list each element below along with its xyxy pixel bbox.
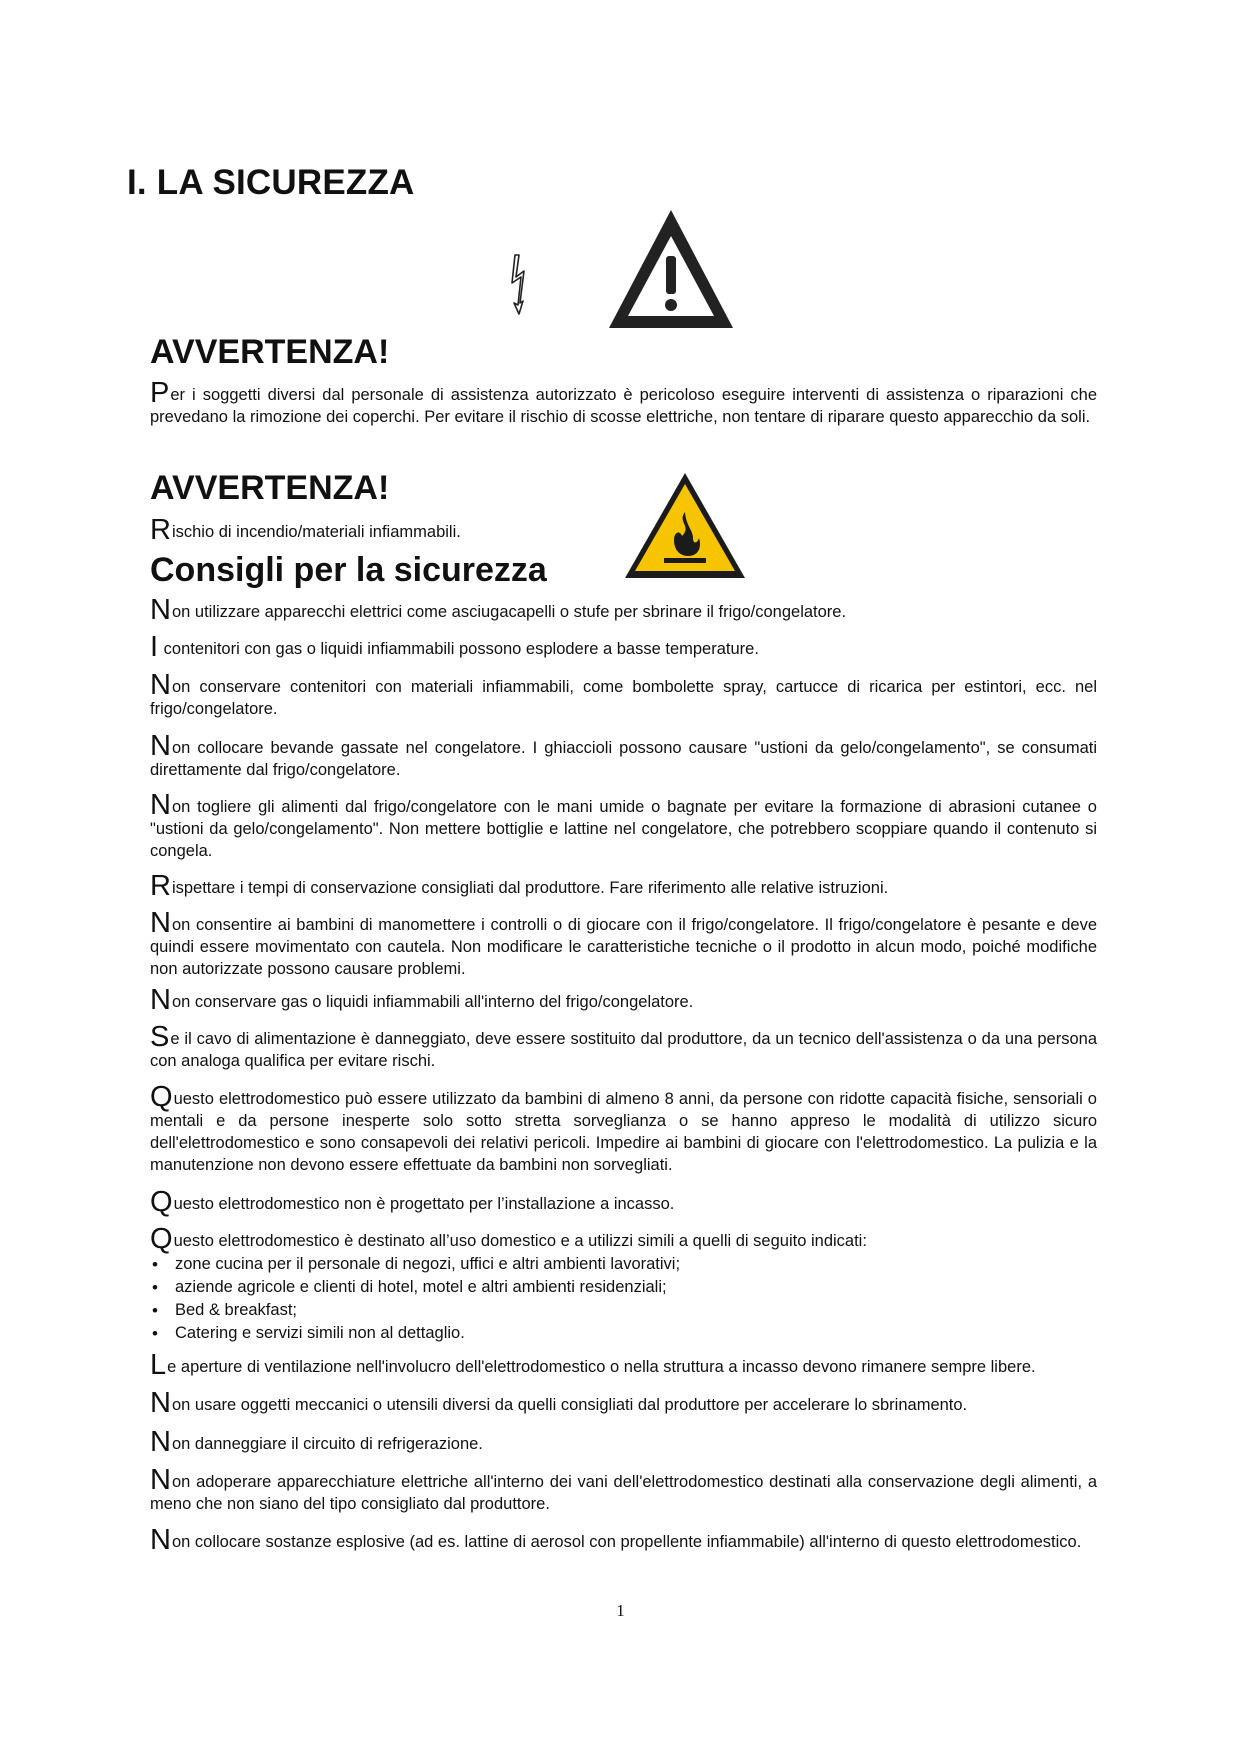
- flammable-warning-icon: [622, 470, 748, 582]
- lightning-bolt-icon: [508, 253, 530, 315]
- drop-cap: S: [150, 1021, 170, 1053]
- drop-cap: N: [150, 789, 171, 821]
- warning-heading-electric: AVVERTENZA!: [150, 333, 390, 371]
- drop-cap: Q: [150, 1081, 173, 1113]
- safety-tip: I contenitori con gas o liquidi infiammabili possono esplodere a basse temperature.: [150, 631, 759, 663]
- use-list: [150, 1253, 1080, 1345]
- drop-cap: R: [150, 870, 171, 902]
- safety-tip: Non consentire ai bambini di manomettere i controlli o di giocare con il frigo/congelatore. Il frigo/congelatore è pesante e deve quindi essere movimentato con cautela. Non modificare le caratteristiche tecniche o il prodotto in alcun modo, poiché modifiche non autorizzate possono causare problemi.: [150, 907, 1097, 978]
- safety-tip: Questo elettrodomestico non è progettato per l’installazione a incasso.: [150, 1186, 675, 1218]
- safety-tip: Non conservare gas o liquidi infiammabili all'interno del frigo/congelatore.: [150, 984, 694, 1016]
- drop-cap: N: [150, 1464, 171, 1496]
- safety-tip: Questo elettrodomestico è destinato all’uso domestico e a utilizzi simili a quelli di seguito indicati:: [150, 1223, 867, 1255]
- safety-tip: Le aperture di ventilazione nell'involucro dell'elettrodomestico o nella struttura a incasso devono rimanere sempre libere.: [150, 1349, 1036, 1381]
- safety-tip: Rispettare i tempi di conservazione consigliati dal produttore. Fare riferimento alle relative istruzioni.: [150, 870, 889, 902]
- drop-cap: Q: [150, 1186, 173, 1218]
- safety-tip: Non togliere gli alimenti dal frigo/congelatore con le mani umide o bagnate per evitare la formazione di abrasioni cutanee o "ustioni da gelo/congelamento". Non mettere bottiglie e lattine nel congelatore, che potrebbero scoppiare quando il contenuto si congela.: [150, 789, 1097, 860]
- drop-cap: P: [150, 377, 170, 409]
- exclamation-triangle-icon: [606, 206, 736, 332]
- drop-cap: N: [150, 1387, 171, 1419]
- list-item: • Catering e servizi simili non al dettaglio.: [150, 1322, 1080, 1345]
- safety-tip: Non adoperare apparecchiature elettriche all'interno dei vani dell'elettrodomestico destinati alla conservazione degli alimenti, a meno che non siano del tipo consigliato dal produttore.: [150, 1464, 1097, 1513]
- safety-tip: Non danneggiare il circuito di refrigerazione.: [150, 1426, 483, 1458]
- drop-cap: Q: [150, 1223, 173, 1255]
- drop-cap: N: [150, 1524, 171, 1556]
- drop-cap: N: [150, 669, 171, 701]
- safety-tip: Non utilizzare apparecchi elettrici come asciugacapelli o stufe per sbrinare il frigo/congelatore.: [150, 594, 847, 626]
- page-number: 1: [616, 1601, 625, 1620]
- drop-cap: N: [150, 730, 171, 762]
- drop-cap: N: [150, 907, 171, 939]
- warning-text-fire: Rischio di incendio/materiali infiammabili.: [150, 514, 461, 546]
- drop-cap: N: [150, 1426, 171, 1458]
- warning-heading-fire: AVVERTENZA!: [150, 469, 390, 507]
- safety-tip: Questo elettrodomestico può essere utilizzato da bambini di almeno 8 anni, da persone con ridotte capacità fisiche, sensoriali o mentali e da persone inesperte solo sotto stretta sorveglianza o se hanno appreso le modalità di utilizzo sicuro dell'elettrodomestico e sono consapevoli dei relativi pericoli. Impedire ai bambini di giocare con l'elettrodomestico. La pulizia e la manutenzione non devono essere effettuate da bambini non sorvegliati.: [150, 1081, 1097, 1174]
- drop-cap: N: [150, 594, 171, 626]
- list-item: • aziende agricole e clienti di hotel, motel e altri ambienti residenziali;: [150, 1276, 1080, 1299]
- safety-tips-heading: Consigli per la sicurezza: [150, 551, 547, 589]
- drop-cap: R: [150, 514, 171, 546]
- warning-text-electric: Per i soggetti diversi dal personale di assistenza autorizzato è pericoloso eseguire interventi di assistenza o riparazioni che prevedano la rimozione dei coperchi. Per evitare il rischio di scosse elettriche, non tentare di riparare questo apparecchio da soli.: [150, 377, 1097, 426]
- page-title: I. LA SICUREZZA: [127, 163, 415, 202]
- safety-tip: Se il cavo di alimentazione è danneggiato, deve essere sostituito dal produttore, da un tecnico dell'assistenza o da una persona con analoga qualifica per evitare rischi.: [150, 1021, 1097, 1070]
- safety-tip: Non collocare bevande gassate nel congelatore. I ghiaccioli possono causare "ustioni da gelo/congelamento", se consumati direttamente dal frigo/congelatore.: [150, 730, 1097, 779]
- list-item: • zone cucina per il personale di negozi, uffici e altri ambienti lavorativi;: [150, 1253, 1080, 1276]
- safety-tip: Non collocare sostanze esplosive (ad es. lattine di aerosol con propellente infiammabile) all'interno di questo elettrodomestico.: [150, 1524, 1082, 1556]
- safety-tip: Non usare oggetti meccanici o utensili diversi da quelli consigliati dal produttore per accelerare lo sbrinamento.: [150, 1387, 968, 1419]
- safety-tip: Non conservare contenitori con materiali infiammabili, come bombolette spray, cartucce di ricarica per estintori, ecc. nel frigo/congelatore.: [150, 669, 1097, 718]
- drop-cap: L: [150, 1349, 167, 1381]
- drop-cap: I: [150, 631, 159, 663]
- list-item: • Bed & breakfast;: [150, 1299, 1080, 1322]
- drop-cap: N: [150, 984, 171, 1016]
